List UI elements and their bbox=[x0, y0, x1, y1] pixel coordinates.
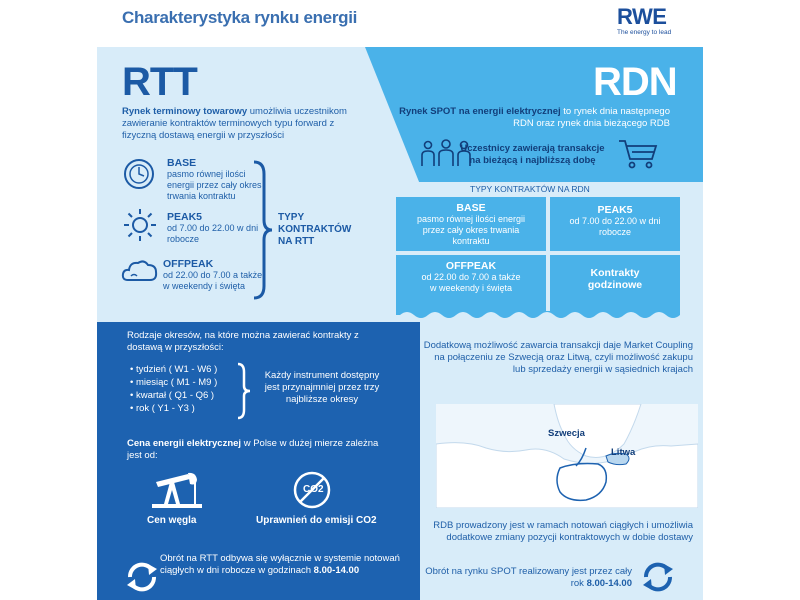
contract-desc: pasmo równej ilości energii przez cały okres trwania kontraktu bbox=[416, 214, 526, 246]
contract-desc: pasmo równej ilości energii przez cały okres trwania kontraktu bbox=[167, 169, 262, 201]
rdn-contract-offpeak bbox=[396, 255, 546, 311]
wave-divider bbox=[396, 311, 680, 323]
contract-desc: od 22.00 do 7.00 a także w weekendy i święta bbox=[163, 270, 263, 291]
periods-brace bbox=[236, 362, 252, 420]
rtt-desc-rest: umożliwia uczestnikom zawieranie kontraktów terminowych typu forward z fizyczną dostawą energii w przyszłości bbox=[122, 106, 347, 141]
map-label-lithuania: Litwa bbox=[611, 447, 636, 458]
rwe-logo bbox=[617, 6, 687, 36]
logo-name: RWE bbox=[617, 4, 667, 29]
price-text bbox=[127, 438, 387, 462]
emissions-label: Uprawnień do emisji CO2 bbox=[256, 515, 377, 526]
rtt-description bbox=[122, 106, 362, 142]
rdn-types-label: TYPY KONTRAKTÓW NA RDN bbox=[470, 184, 590, 194]
refresh-icon bbox=[124, 560, 160, 594]
rtt-contract-peak5 bbox=[167, 211, 262, 245]
co2-label: CO2 bbox=[303, 484, 324, 495]
list-item: • tydzień ( W1 - W6 ) bbox=[130, 363, 217, 376]
contract-desc: od 22.00 do 7.00 a także w weekendy i święta bbox=[421, 272, 521, 293]
rtt-trading-text bbox=[160, 553, 400, 577]
contract-name: BASE bbox=[167, 157, 197, 169]
rdn-participants: Uczestnicy zawierają transakcje na bieżącą i najbliższą dobę bbox=[460, 143, 605, 166]
sun-icon bbox=[122, 207, 158, 243]
contract-desc: od 7.00 do 22.00 w dni robocze bbox=[569, 216, 661, 237]
map-label-sweden: Szwecja bbox=[548, 428, 585, 439]
market-coupling-text: Dodatkową możliwość zawarcia transakcji daje Market Coupling na połączeniu ze Szwecją oraz Litwą, czyli możliwość zakupu lub sprzedaży energii w sąsiednich krajach bbox=[423, 340, 693, 375]
rdn-contract-peak5 bbox=[550, 197, 680, 251]
page-title: Charakterystyka rynku energii bbox=[122, 8, 358, 27]
rtt-brace bbox=[252, 160, 274, 300]
rtt-types-label: TYPY KONTRAKTÓW NA RTT bbox=[278, 212, 352, 247]
rdn-contract-base bbox=[396, 197, 546, 251]
rdn-description bbox=[395, 106, 670, 130]
periods-intro: Rodzaje okresów, na które można zawierać kontrakty z dostawą w przyszłości: bbox=[127, 330, 359, 353]
periods-list bbox=[130, 363, 217, 415]
coal-label: Cen węgla bbox=[147, 515, 197, 526]
contract-name: OFFPEAK bbox=[445, 260, 497, 272]
list-item: • kwartał ( Q1 - Q6 ) bbox=[130, 389, 217, 402]
contract-name: PEAK5 bbox=[167, 211, 203, 223]
price-bold: Cena energii elektrycznej bbox=[127, 438, 242, 449]
spot-trading-desc: Obrót na rynku SPOT realizowany jest przez cały rok bbox=[425, 566, 632, 589]
refresh-icon bbox=[640, 560, 676, 594]
rtt-heading: RTT bbox=[122, 60, 197, 104]
contract-name: BASE bbox=[456, 202, 486, 214]
rtt-trading-hours: 8.00-14.00 bbox=[313, 565, 360, 576]
list-item: • rok ( Y1 - Y3 ) bbox=[130, 402, 217, 415]
clock-icon bbox=[122, 157, 156, 191]
rtt-contract-offpeak bbox=[163, 258, 263, 292]
rdb-text: RDB prowadzony jest w ramach notowań ciągłych i umożliwia dodatkowe zmiany pozycji kontraktowych w dobie dostawy bbox=[433, 520, 693, 543]
cloud-icon bbox=[120, 256, 160, 284]
rtt-trading-desc: Obrót na RTT odbywa się wyłącznie w systemie notowań ciągłych w dni robocze w godzinach bbox=[160, 553, 400, 576]
rtt-desc-bold: Rynek terminowy towarowy bbox=[122, 106, 248, 117]
coal-pump-icon bbox=[150, 470, 206, 510]
spot-trading-text bbox=[420, 566, 632, 590]
spot-hours: 8.00-14.00 bbox=[586, 578, 632, 589]
cart-icon bbox=[617, 138, 659, 170]
contract-desc: od 7.00 do 22.00 w dni robocze bbox=[167, 223, 259, 244]
map-illustration bbox=[436, 404, 698, 508]
contract-name: OFFPEAK bbox=[163, 258, 214, 270]
contract-name: Kontrakty godzinowe bbox=[587, 267, 643, 291]
periods-note: Każdy instrument dostępny jest przynajmniej przez trzy najbliższe okresy bbox=[264, 370, 380, 405]
contract-name: PEAK5 bbox=[597, 204, 633, 216]
rdn-contract-hourly bbox=[550, 255, 680, 311]
rdn-desc-rest: to rynek dnia następnego RDN oraz rynek dnia bieżącego RDB bbox=[513, 106, 670, 129]
list-item: • miesiąc ( M1 - M9 ) bbox=[130, 376, 217, 389]
rdn-desc-bold: Rynek SPOT na energii elektrycznej bbox=[399, 106, 561, 117]
logo-tagline: The energy to lead bbox=[617, 29, 672, 36]
price-rest: w Polse w dużej mierze zależna jest od: bbox=[127, 438, 379, 461]
rdn-heading: RDN bbox=[593, 60, 677, 104]
